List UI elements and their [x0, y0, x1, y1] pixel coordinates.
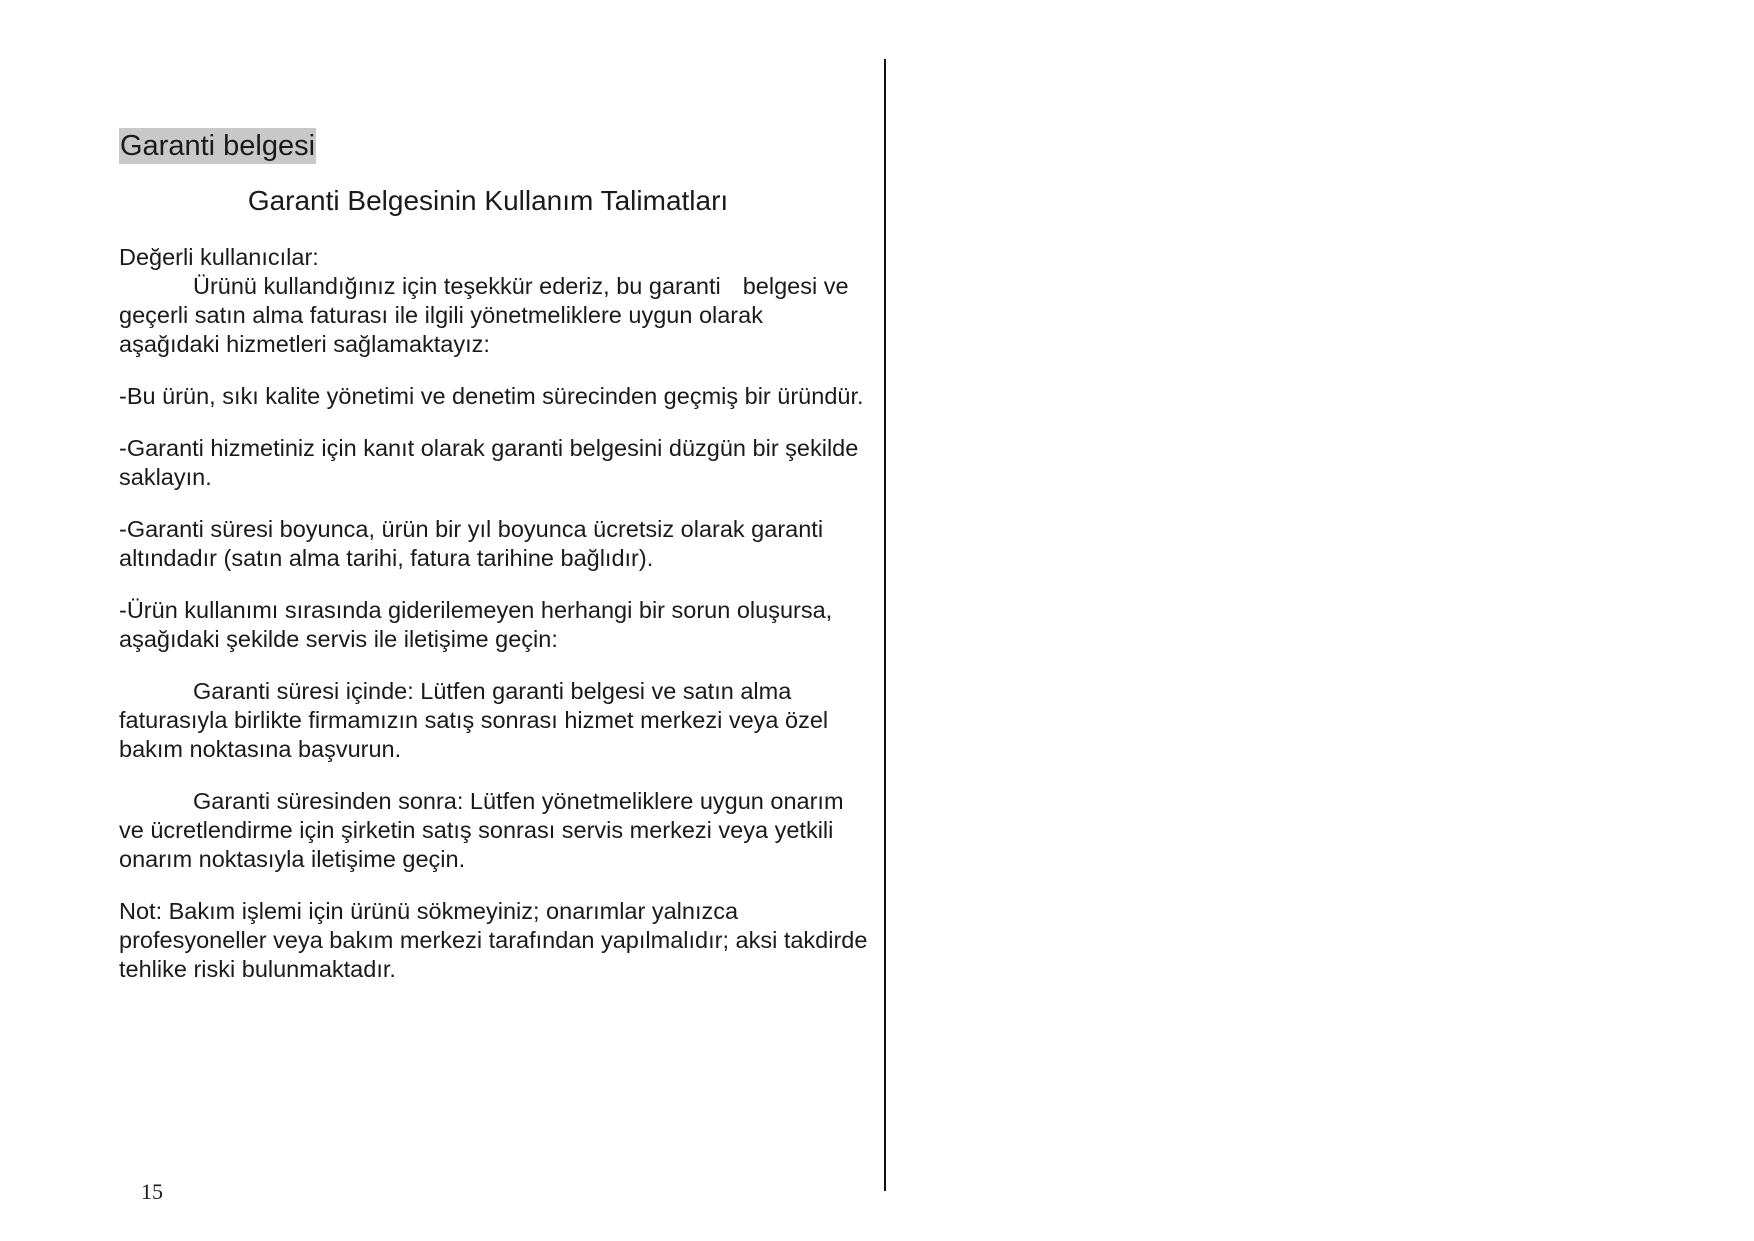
bullet-quality: -Bu ürün, sıkı kalite yönetimi ve denetim sürecinden geçmiş bir üründür. [119, 383, 864, 409]
intro-paragraph [119, 272, 869, 359]
after-warranty-paragraph [119, 787, 869, 874]
intro-line1-b: belgesi [742, 273, 818, 299]
section-heading: Garanti belgesi [120, 130, 316, 162]
intro-rest: ve geçerli satın alma faturası ile ilgili yönetmeliklere uygun olarak aşağıdaki hizmetleri sağlamaktayız: [119, 273, 849, 357]
salutation: Değerli kullanıcılar: [119, 244, 319, 270]
bullet-warranty-period: -Garanti süresi boyunca, ürün bir yıl boyunca ücretsiz olarak garanti altındadır (satın alma tarihi, fatura tarihine bağlıdır). [119, 516, 824, 571]
page-content [119, 128, 869, 984]
page-number: 15 [141, 1179, 163, 1204]
safety-note: Not: Bakım işlemi için ürünü sökmeyiniz; onarımlar yalnızca profesyoneller veya bakım merkezi tarafından yapılmalıdır; aksi takdirde tehlike riski bulunmaktadır. [119, 898, 868, 982]
bullet-contact-service: -Ürün kullanımı sırasında giderilemeyen herhangi bir sorun oluşursa, aşağıdaki şekilde servis ile iletişime geçin: [119, 597, 833, 652]
after-warranty-text: Garanti süresinden sonra: Lütfen yönetmeliklere uygun onarım ve ücretlendirme için şirketin satış sonrası servis merkezi veya yetkili onarım noktasıyla iletişime geçin. [119, 788, 844, 872]
document-title: Garanti Belgesinin Kullanım Talimatları [247, 185, 729, 216]
within-warranty-text: Garanti süresi içinde: Lütfen garanti belgesi ve satın alma faturasıyla birlikte firmamızın satış sonrası hizmet merkezi veya özel bakım noktasına başvurun. [119, 678, 829, 762]
page-divider-line [884, 59, 886, 1191]
within-warranty-paragraph [119, 677, 869, 764]
intro-line1-a: Ürünü kullandığınız için teşekkür ederiz, bu garanti [193, 273, 721, 299]
bullet-keep-certificate: -Garanti hizmetiniz için kanıt olarak garanti belgesini düzgün bir şekilde saklayın. [119, 435, 859, 490]
